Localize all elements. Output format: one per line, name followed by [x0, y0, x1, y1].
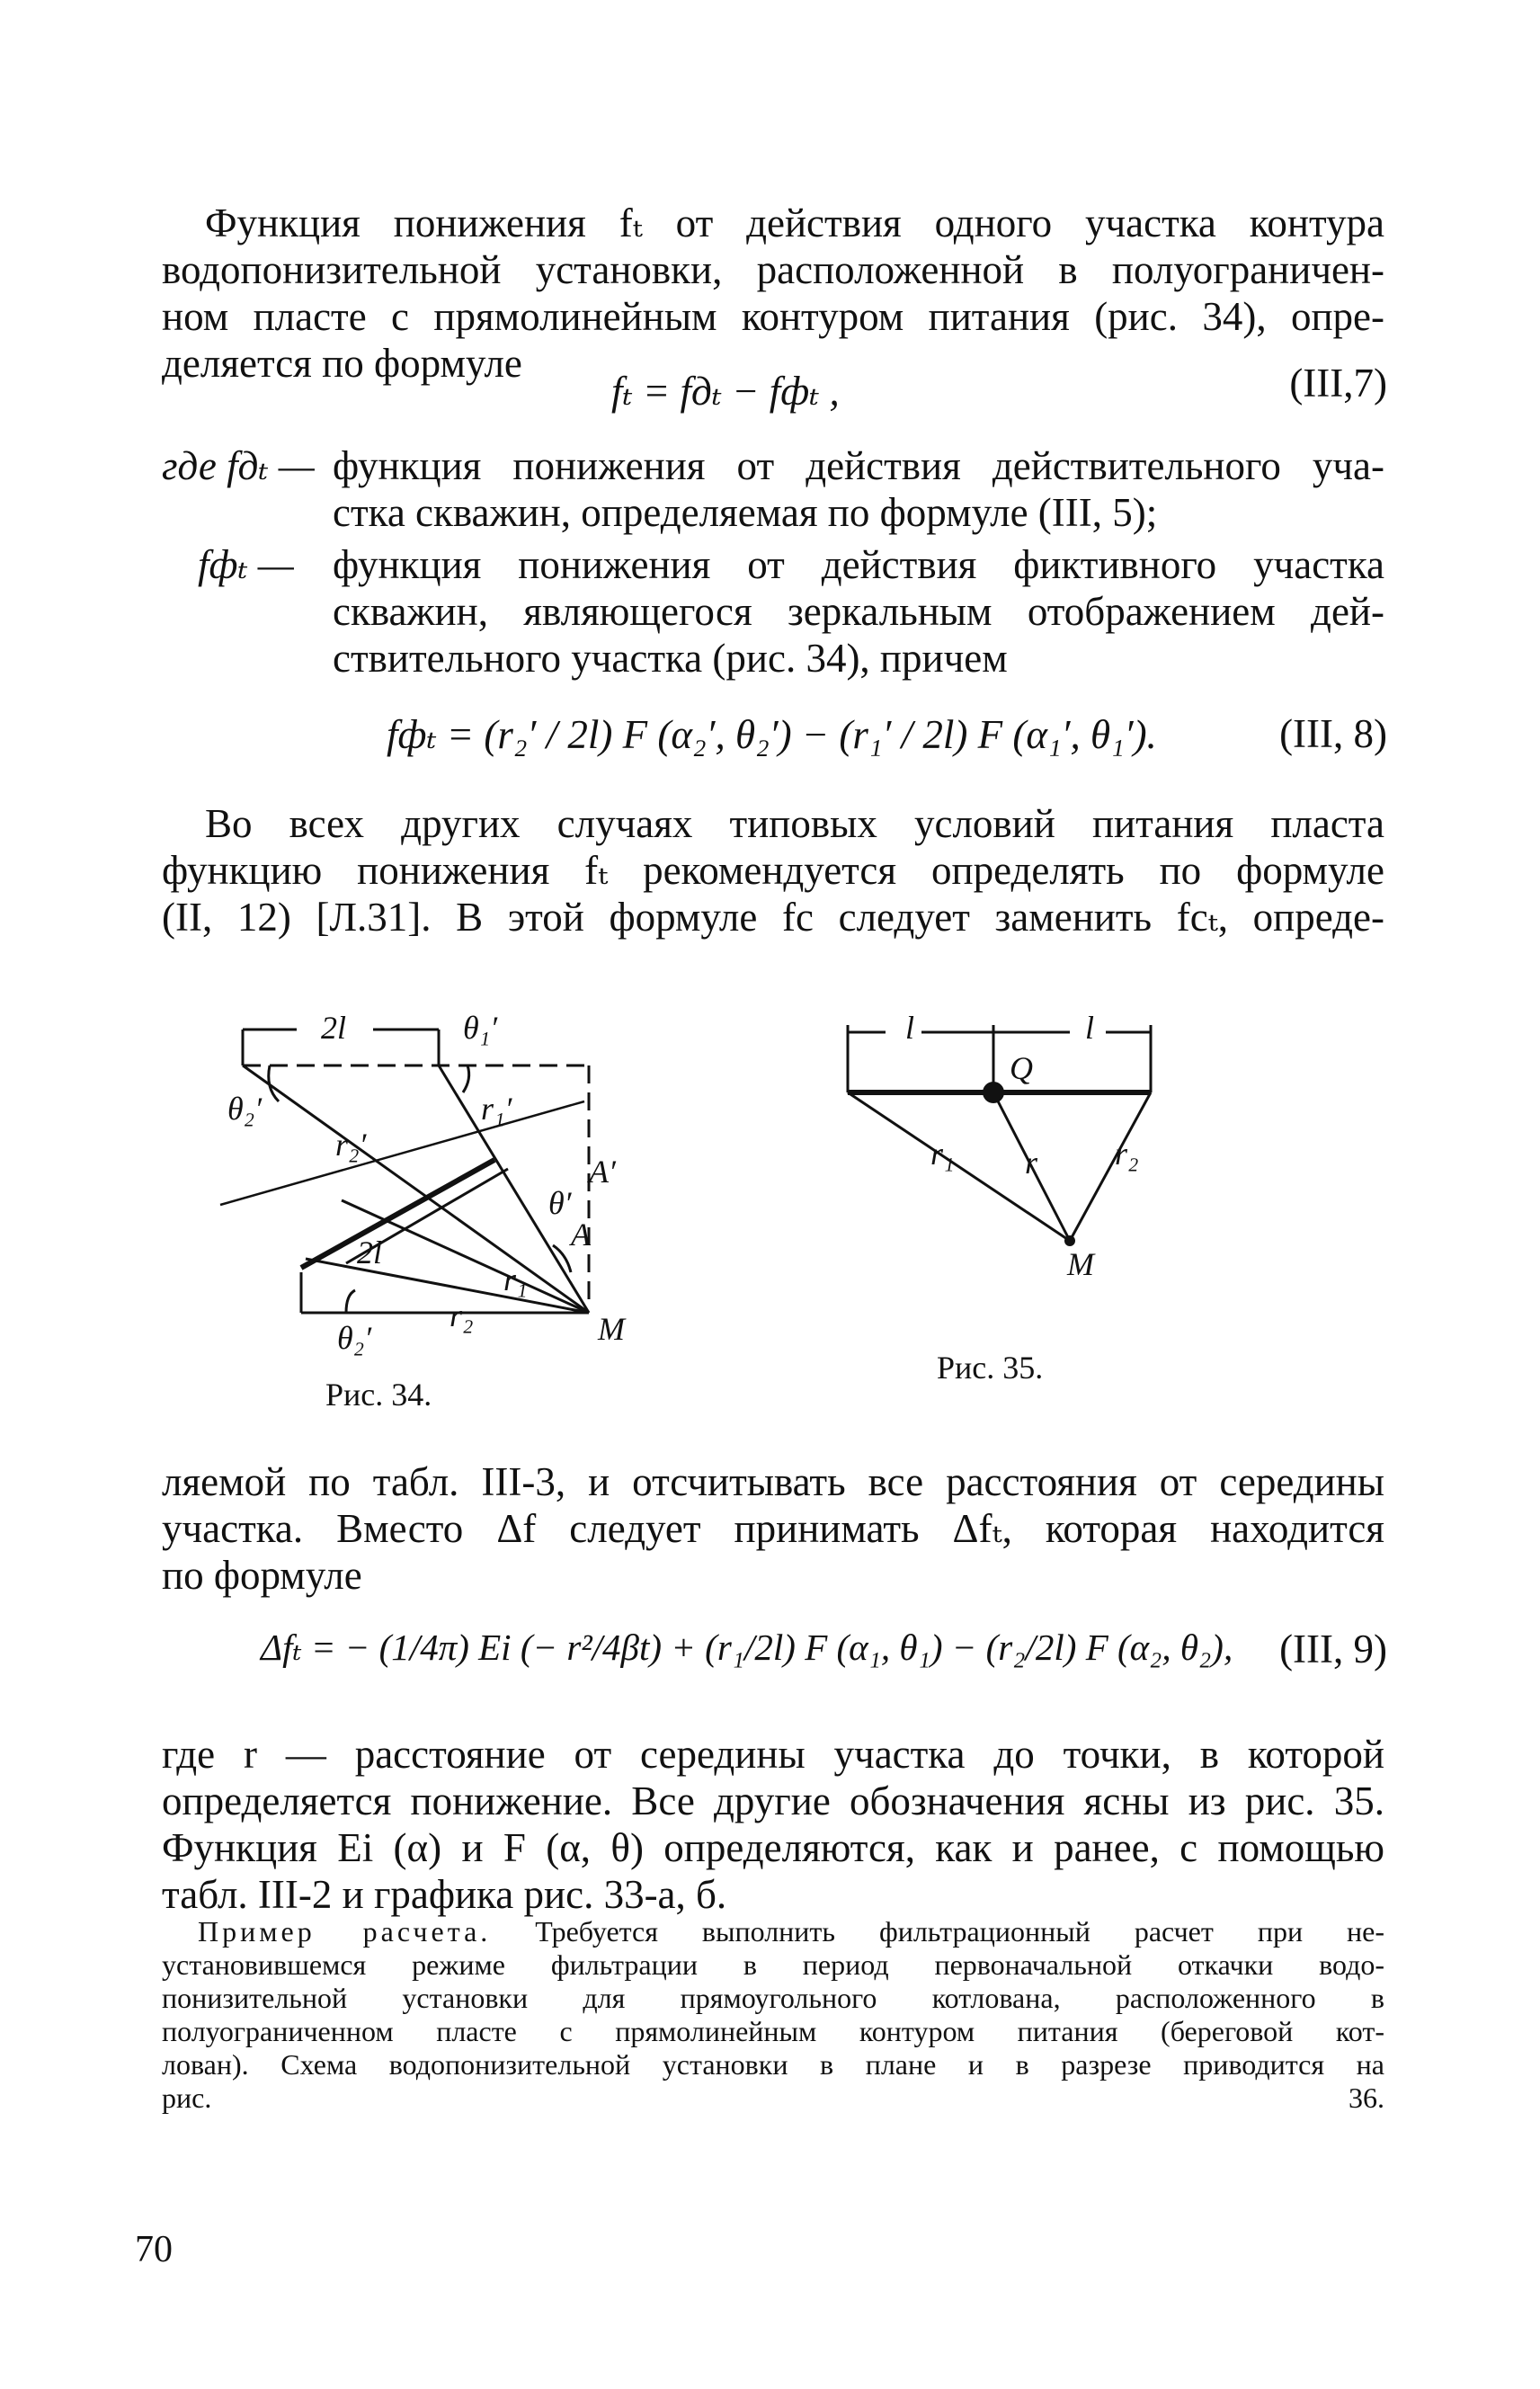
fig34-label-theta2-bottom: θ₂′: [337, 1320, 372, 1356]
equation-number-iii-8: (III, 8): [1279, 711, 1387, 756]
definition-line: скважин, являющегося зеркальным отображением дей-: [333, 589, 1384, 634]
definition-symbol: где fдₜ —: [162, 443, 315, 488]
equation-iii-8: fфₜ = (r₂′ / 2l) F (α₂′, θ₂′) − (r₁′ / 2l) F (α₁′, θ₁′).: [387, 712, 1157, 757]
fig35-label-r1: r₁: [930, 1136, 955, 1172]
paragraph-2: [162, 800, 1384, 940]
example-line: лован). Схема водопонизительной установки в плане и в разрезе приводится на: [162, 2048, 1384, 2081]
figure-35-caption: Рис. 35.: [937, 1350, 1044, 1386]
paragraph-line: функцию понижения fₜ рекомендуется определять по формуле: [162, 848, 1384, 893]
paragraph-line: (II, 12) [Л.31]. В этой формуле fс следует заменить fсₜ, опреде-: [162, 895, 1384, 940]
fig34-label-r2-prime: r₂′: [335, 1127, 367, 1163]
intro-line: Функция понижения fₜ от действия одного участка контура: [205, 201, 1384, 245]
definition-line: функция понижения от действия действительного уча-: [333, 443, 1384, 488]
fig34-label-theta1-prime: θ₁′: [463, 1010, 498, 1046]
intro-line: деляется по формуле: [162, 341, 522, 386]
example-line: понизительной установки для прямоугольного котлована, расположенного в: [162, 1982, 1384, 2014]
fig35-label-m: M: [1067, 1246, 1094, 1282]
paragraph-4: [162, 1731, 1384, 1918]
example-line: установившемся режиме фильтрации в период первоначальной откачки водо-: [162, 1948, 1384, 1981]
example-line: рис. 36.: [162, 2081, 1384, 2114]
fig35-label-l-right: l: [1085, 1010, 1095, 1046]
intro-line: водопонизительной установки, расположенной в полуограничен-: [162, 247, 1384, 292]
definition-fd: [162, 442, 1384, 536]
intro-line: ном пласте с прямолинейным контуром питания (рис. 34), опре-: [162, 294, 1384, 339]
fig34-label-r1-prime: r₁′: [481, 1091, 512, 1127]
example-lead: Пример расчета.: [198, 1915, 492, 1948]
definition-line: ствительного участка (рис. 34), причем: [333, 636, 1008, 681]
paragraph-3: [162, 1458, 1384, 1599]
equation-iii-9: Δfₜ = − (1/4π) Ei (− r²/4βt) + (r₁/2l) F (α₁, θ₁) − (r₂/2l) F (α₂, θ₂),: [261, 1627, 1233, 1668]
intro-paragraph: [162, 200, 1384, 387]
definition-line: функция понижения от действия фиктивного участка: [333, 542, 1384, 587]
figure-34-caption: Рис. 34.: [325, 1377, 432, 1413]
figure-35: [832, 1007, 1173, 1304]
page-number: 70: [135, 2229, 173, 2270]
example-line: полуограниченном пласте с прямолинейным контуром питания (береговой кот-: [162, 2015, 1384, 2047]
fig34-label-r2: r₂: [450, 1297, 474, 1333]
fig35-label-r2: r₂: [1115, 1136, 1139, 1172]
equation-number-iii-9: (III, 9): [1279, 1627, 1387, 1671]
definitions-list: [162, 442, 1384, 682]
definition-symbol: fфₜ —: [198, 542, 294, 587]
fig34-label-r1: r₁: [503, 1261, 528, 1297]
definition-line: стка скважин, определяемая по формуле (III, 5);: [333, 490, 1158, 535]
well-center-point: [983, 1082, 1004, 1103]
definition-ff: [162, 541, 1384, 682]
fig34-label-a-prime: A′: [589, 1154, 616, 1190]
example-paragraph: [162, 1915, 1384, 2115]
example-first-line: [162, 1915, 1384, 1948]
paragraph-line: по формуле: [162, 1553, 362, 1598]
figure-34: [211, 1003, 679, 1362]
fig35-label-l-left: l: [905, 1010, 915, 1046]
fig34-label-m: M: [598, 1311, 625, 1347]
point-m: [1064, 1235, 1075, 1246]
paragraph-line: ляемой по табл. III-3, и отсчитывать все расстояния от середины: [162, 1459, 1384, 1504]
example-line: Требуется выполнить фильтрационный расчет при не-: [535, 1915, 1385, 1948]
fig34-label-theta-prime: θ′: [548, 1185, 572, 1221]
paragraph-line: где r — расстояние от середины участка до точки, в которой: [162, 1732, 1384, 1777]
paragraph-line: определяется понижение. Все другие обозначения ясны из рис. 35.: [162, 1778, 1384, 1823]
paragraph-line: Во всех других случаях типовых условий питания пласта: [205, 801, 1384, 846]
equation-iii-7: fₜ = fдₜ − fфₜ ,: [611, 369, 840, 414]
fig34-label-2l-top: 2l: [321, 1010, 347, 1046]
fig34-label-2l-bottom: 2l: [357, 1235, 383, 1270]
fig34-label-a: A: [571, 1217, 591, 1252]
equation-number-iii-7: (III,7): [1289, 361, 1387, 406]
paragraph-line: табл. III-2 и графика рис. 33-а, б.: [162, 1872, 727, 1917]
paragraph-line: Функция Ei (α) и F (α, θ) определяются, как и ранее, с помощью: [162, 1825, 1384, 1870]
fig35-label-q: Q: [1010, 1050, 1033, 1086]
fig34-label-theta2-prime-top: θ₂′: [227, 1091, 263, 1127]
paragraph-line: участка. Вместо Δf следует принимать Δfₜ, которая находится: [162, 1506, 1384, 1551]
fig35-label-r: r: [1025, 1145, 1038, 1181]
